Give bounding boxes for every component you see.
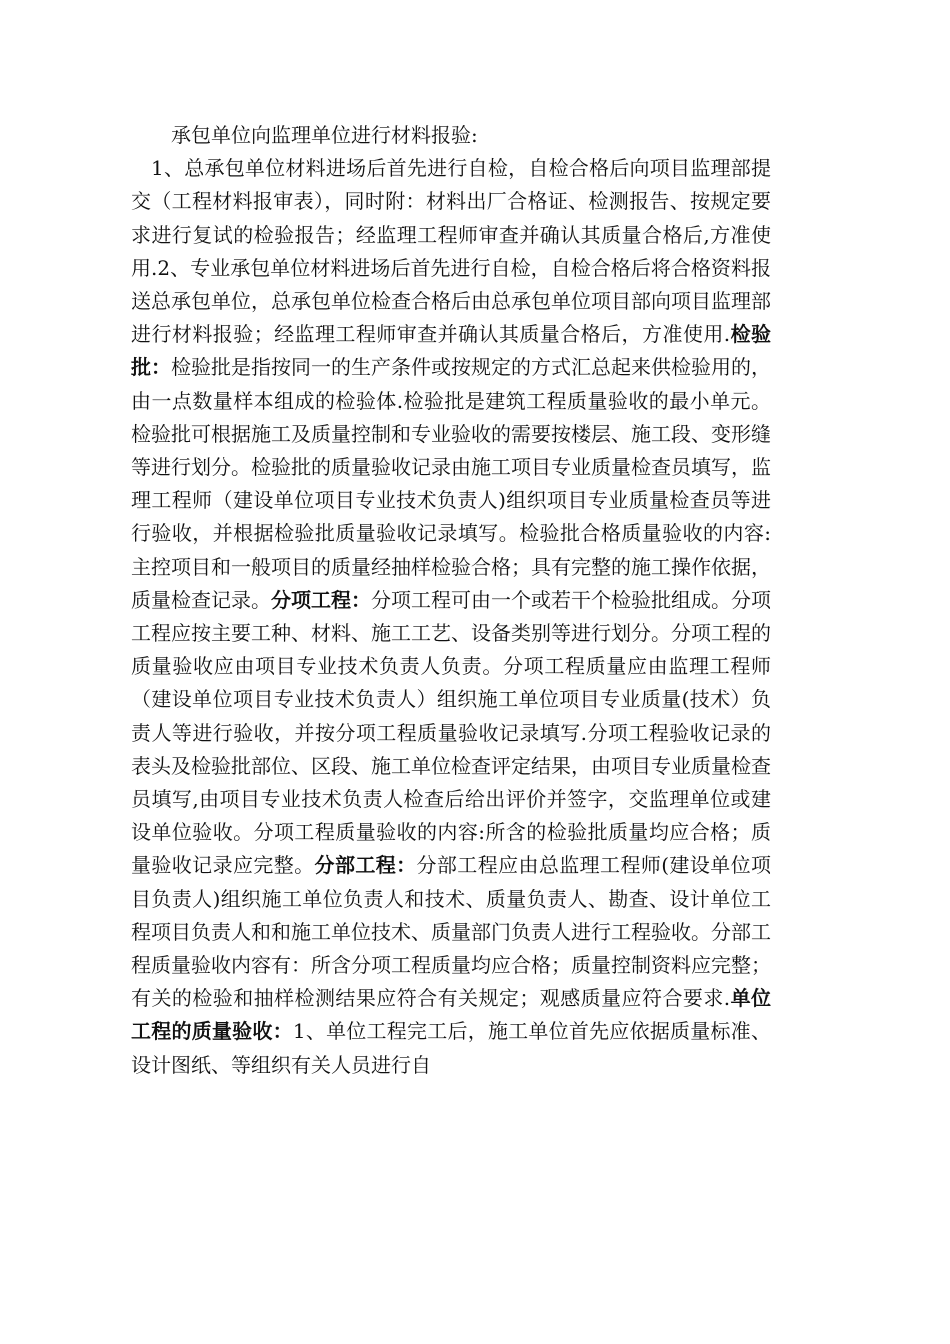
document-body xyxy=(131,119,771,1082)
main-paragraph xyxy=(131,152,771,1082)
heading-sub-division-project: 分部工程： xyxy=(314,853,417,878)
heading-inspection-lot: 检验批： xyxy=(131,322,772,380)
intro-paragraph: 承包单位向监理单位进行材料报验: xyxy=(171,123,478,147)
text-segment: 分项工程可由一个或若干个检验批组成。分项工程应按主要工种、材料、施工工艺、设备类别等进行划分。分项工程的质量验收应由项目专业技术负责人负责。分项工程质量应由监理工程师（建设单位项目专业技术负责人）组织施工单位项目专业质量(技术）负责人等进行验收，并按分项工程质量验收记录填写.分项工程验收记录的表头及检验批部位、区段、施工单位检查评定结果，由项目专业质量检查员填写,由项目专业技术负责人检查后给出评价并签字，交监理单位或建设单位验收。分项工程质量验收的内容:所含的检验批质量均应合格；质量验收记录应完整。 xyxy=(131,587,771,878)
text-segment: 1、总承包单位材料进场后首先进行自检，自检合格后向项目监理部提交（工程材料报审表），同时附：材料出厂合格证、检测报告、按规定要求进行复试的检验报告；经监理工程师审查并确认其质量合格后,方准使用.2、专业承包单位材料进场后首先进行自检，自检合格后将合格资料报送总承包单位，总承包单位检查合格后由总承包单位项目部向项目监理部进行材料报验；经监理工程师审查并确认其质量合格后，方准使用. xyxy=(131,156,771,347)
heading-sub-item-project: 分项工程： xyxy=(271,587,371,612)
text-segment: 检验批是指按同一的生产条件或按规定的方式汇总起来供检验用的，由一点数量样本组成的检验体.检验批是建筑工程质量验收的最小单元。检验批可根据施工及质量控制和专业验收的需要按楼层、施工段、变形缝等进行划分。检验批的质量验收记录由施工项目专业质量检查员填写，监理工程师（建设单位项目专业技术负责人)组织项目专业质量检查员等进行验收，并根据检验批质量验收记录填写。检验批合格质量验收的内容:主控项目和一般项目的质量经抽样检验合格；具有完整的施工操作依据，质量检查记录。 xyxy=(131,355,771,612)
text-segment: 分部工程应由总监理工程师(建设单位项目负责人)组织施工单位负责人和技术、质量负责人、勘查、设计单位工程项目负责人和和施工单位技术、质量部门负责人进行工程验收。分部工程质量验收内容有：所含分项工程质量均应合格；质量控制资料应完整；有关的检验和抽样检测结果应符合有关规定；观感质量应符合要求. xyxy=(131,853,772,1011)
heading-unit-project-acceptance: 单位工程的质量验收： xyxy=(131,986,772,1044)
text-segment: 1、单位工程完工后，施工单位首先应依据质量标准、设计图纸、等组织有关人员进行自 xyxy=(131,1019,771,1077)
